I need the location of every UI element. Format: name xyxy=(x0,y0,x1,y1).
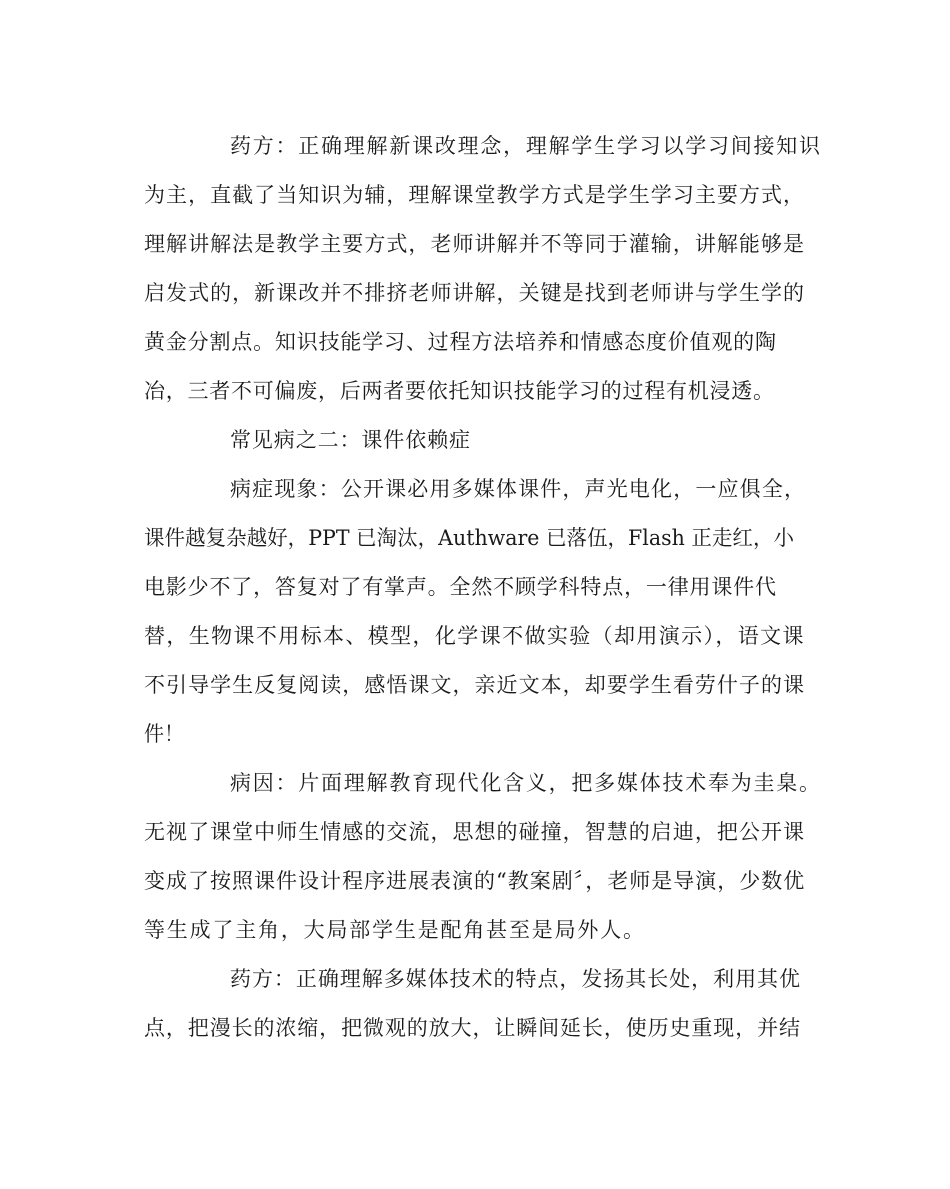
text-line: 冶，三者不可偏废，后两者要依托知识技能学习的过程有机浸透。 xyxy=(144,379,775,403)
text-line: 不引导学生反复阅读，感悟课文，亲近文本，却要学生看劳什子的课 xyxy=(144,673,806,697)
text-line: 理解讲解法是教学主要方式，老师讲解并不等同于灌输，讲解能够是 xyxy=(144,232,806,256)
text-line: 点，把漫长的浓缩，把微观的放大，让瞬间延长，使历史重现，并结 xyxy=(144,1016,801,1040)
text-line: 病症现象：公开课必用多媒体课件，声光电化，一应俱全， xyxy=(230,477,807,501)
section-heading: 常见病之二：课件依赖症 xyxy=(230,428,471,452)
text-line: 课件越复杂越好，PPT 已淘汰，Authware 已落伍，Flash 正走红，小 xyxy=(144,526,795,550)
text-line: 为主，直截了当知识为辅，理解课堂教学方式是学生学习主要方式， xyxy=(144,183,806,207)
text-line: 无视了课堂中师生情感的交流，思想的碰撞，智慧的启迪，把公开课 xyxy=(144,820,806,844)
text-line: 药方：正确理解多媒体技术的特点，发扬其长处，利用其优 xyxy=(230,967,801,991)
text-line: 病因：片面理解教育现代化含义，把多媒体技术奉为圭臬。 xyxy=(230,771,822,795)
text-line: 电影少不了，答复对了有掌声。全然不顾学科特点，一律用课件代 xyxy=(144,575,777,599)
text-line: 替，生物课不用标本、模型，化学课不做实验（却用演示），语文课 xyxy=(144,624,805,648)
text-line: 变成了按照课件设计程序进展表演的“教案剧〞，老师是导演，少数优 xyxy=(144,869,806,893)
text-line: 等生成了主角，大局部学生是配角甚至是局外人。 xyxy=(144,918,646,942)
text-line: 件！ xyxy=(144,722,184,746)
text-line: 启发式的，新课改并不排挤老师讲解，关键是找到老师讲与学生学的 xyxy=(144,281,806,305)
text-line: 黄金分割点。知识技能学习、过程方法培养和情感态度价值观的陶 xyxy=(144,330,777,354)
text-line: 药方：正确理解新课改理念，理解学生学习以学习间接知识 xyxy=(230,134,822,158)
